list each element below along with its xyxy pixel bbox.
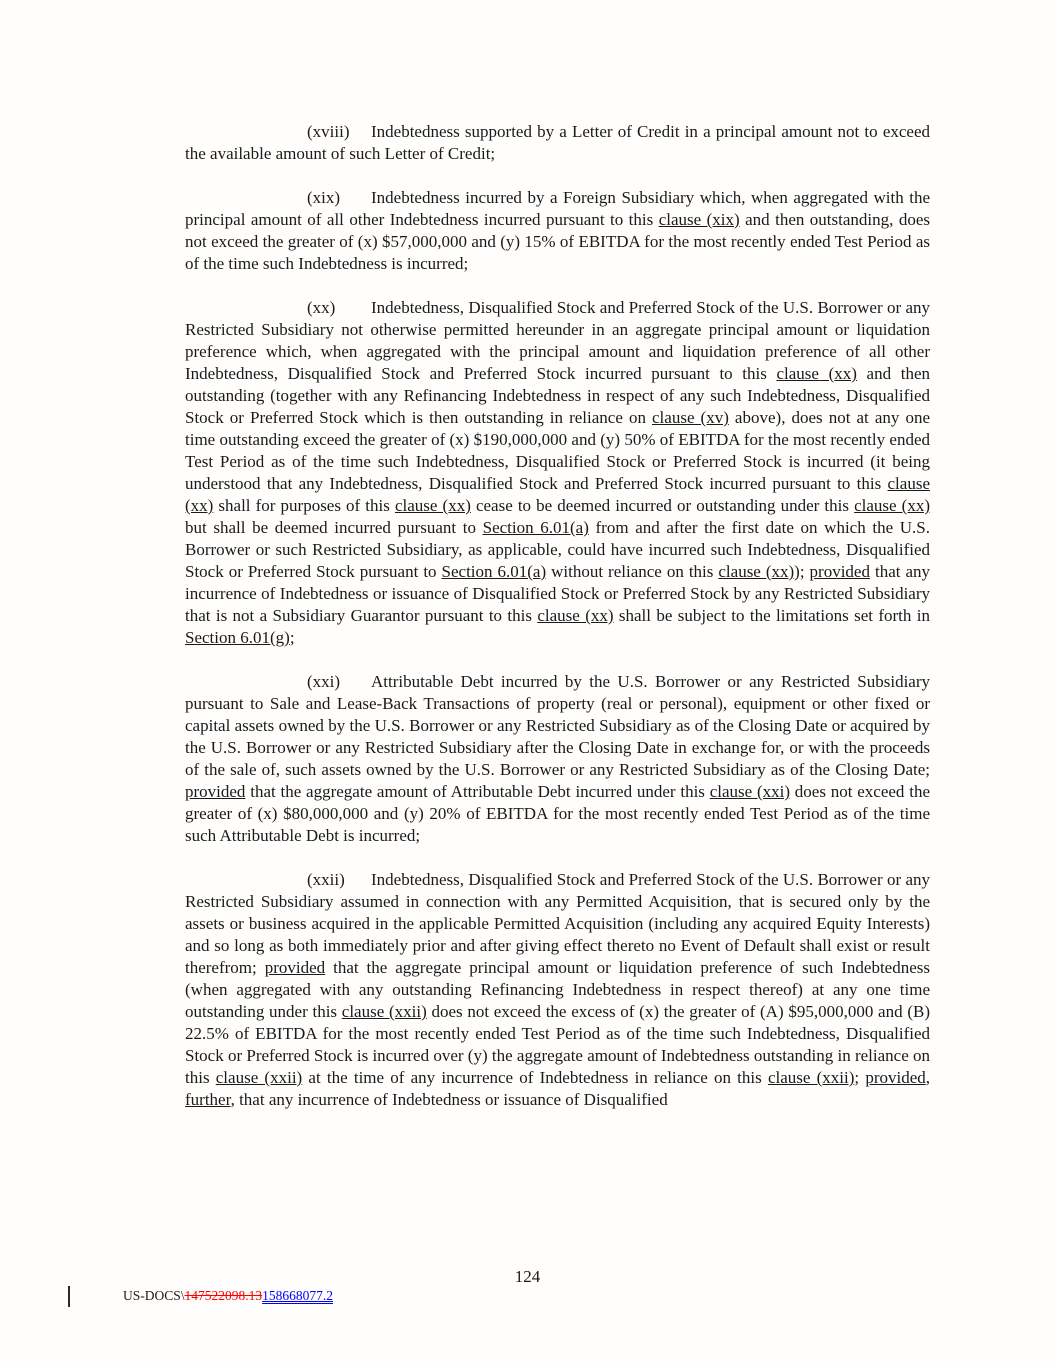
- underlined-reference: clause (xix): [658, 210, 740, 229]
- document-id-footer: [123, 1288, 333, 1304]
- clause-paragraph: [185, 121, 930, 165]
- clause-text: [185, 672, 930, 845]
- underlined-reference: clause (xx): [394, 496, 471, 515]
- text-run: Indebtedness incurred by a Foreign Subsidiary which, when aggregated with the principal amount of all other Indebtedness incurred pursuant to this: [185, 188, 930, 229]
- clause-number: (xxii): [307, 870, 345, 889]
- underlined-reference: provided: [185, 782, 246, 801]
- text-run: );: [794, 562, 810, 581]
- doc-id-deleted-revision: 147522098.13: [184, 1288, 263, 1303]
- underlined-reference: provided: [264, 958, 326, 977]
- clause-number: (xix): [307, 188, 341, 207]
- clauses-list: [185, 121, 930, 1111]
- underlined-reference: Section 6.01(a): [482, 518, 589, 537]
- underlined-reference: Section 6.01(g): [185, 628, 290, 647]
- text-run: that the aggregate principal amount or liquidation preference of such Indebtedness (when aggregated with any outstanding Refinancing Indebtedness in respect thereof) at any one time outstanding under this: [185, 958, 930, 1021]
- underlined-reference: clause (xx): [718, 562, 795, 581]
- underlined-reference: clause (xxii): [767, 1068, 855, 1087]
- clause-number: (xviii): [307, 122, 350, 141]
- text-run: Indebtedness supported by a Letter of Credit in a principal amount not to exceed the available amount of such Letter of Credit;: [185, 122, 930, 163]
- underlined-reference: clause (xxii): [341, 1002, 427, 1021]
- clause-text: [185, 298, 930, 647]
- clause-number: (xxi): [307, 672, 341, 691]
- clause-paragraph: [185, 297, 930, 649]
- doc-id-prefix: US-DOCS\: [123, 1288, 185, 1303]
- page-number: 124: [514, 1267, 541, 1286]
- text-run: shall for purposes of this: [213, 496, 395, 515]
- clause-text: [185, 122, 930, 163]
- text-run: Indebtedness, Disqualified Stock and Preferred Stock of the U.S. Borrower or any Restricted Subsidiary not otherwise permitted hereunder in an aggregate principal amount or liquidation preference which, when aggregated with the principal amount and liquidation preference of all other Indebtedness, Disqualified Stock and Preferred Stock incurred pursuant to this: [185, 298, 930, 383]
- underlined-reference: Section 6.01(a): [441, 562, 547, 581]
- clause-number: (xx): [307, 298, 336, 317]
- clause-text: [185, 188, 930, 273]
- document-body: [185, 121, 930, 1111]
- text-run: but shall be deemed incurred pursuant to: [185, 518, 483, 537]
- text-run: ;: [854, 1068, 866, 1087]
- text-run: that any incurrence of Indebtedness or issuance of Disqualified Stock or Preferred Stock by any Restricted Subsidiary that is not a Subsidiary Guarantor pursuant to this: [185, 562, 930, 625]
- text-run: ,: [925, 1068, 930, 1087]
- underlined-reference: provided: [865, 1068, 926, 1087]
- underlined-reference: provided: [809, 562, 870, 581]
- text-run: cease to be deemed incurred or outstanding under this: [470, 496, 855, 515]
- underlined-reference: clause (xx): [185, 474, 930, 515]
- text-run: and then outstanding (together with any Refinancing Indebtedness in respect of any such Indebtedness, Disqualified Stock or Preferred Stock which is then outstanding in reliance on: [185, 364, 930, 427]
- text-run: and then outstanding, does not exceed the greater of (x) $57,000,000 and (y) 15% of EBITDA for the most recently ended Test Period as of the time such Indebtedness is incurred;: [185, 210, 930, 273]
- text-run: without reliance on this: [546, 562, 719, 581]
- underlined-reference: clause (xxi): [709, 782, 791, 801]
- text-run: does not exceed the greater of (x) $80,000,000 and (y) 20% of EBITDA for the most recently ended Test Period as of the time such Attributable Debt is incurred;: [185, 782, 930, 845]
- text-run: above), does not at any one time outstanding exceed the greater of (x) $190,000,000 and (y) 50% of EBITDA for the most recently ended Test Period as of the time such Indebtedness, Disqualified Stock or Preferred Stock is incurred (it being understood that any Indebtedness, Disqualified Stock and Preferred Stock incurred pursuant to this: [185, 408, 930, 493]
- clause-paragraph: [185, 187, 930, 275]
- underlined-reference: clause (xxii): [215, 1068, 303, 1087]
- clause-paragraph: [185, 671, 930, 847]
- clause-text: [185, 870, 930, 1109]
- text-run: shall be subject to the limitations set forth in: [613, 606, 930, 625]
- text-run: from and after the first date on which the U.S. Borrower or such Restricted Subsidiary, as applicable, could have incurred such Indebtedness, Disqualified Stock or Preferred Stock pursuant to: [185, 518, 931, 581]
- change-bar: [68, 1286, 70, 1307]
- text-run: Attributable Debt incurred by the U.S. Borrower or any Restricted Subsidiary pursuant to Sale and Lease-Back Transactions of property (real or personal), equipment or other fixed or capital assets owned by the U.S. Borrower or any Restricted Subsidiary as of the Closing Date or acquired by the U.S. Borrower or any Restricted Subsidiary after the Closing Date in exchange for, or with the proceeds of the sale of, such assets owned by the U.S. Borrower or any Restricted Subsidiary as of the Closing Date;: [185, 672, 930, 779]
- underlined-reference: further: [185, 1090, 231, 1109]
- text-run: ;: [289, 628, 295, 647]
- underlined-reference: clause (xv): [652, 408, 729, 427]
- underlined-reference: clause (xx): [776, 364, 857, 383]
- underlined-reference: clause (xx): [537, 606, 614, 625]
- text-run: that the aggregate amount of Attributable Debt incurred under this: [245, 782, 710, 801]
- text-run: , that any incurrence of Indebtedness or issuance of Disqualified: [230, 1090, 668, 1109]
- doc-id-inserted-revision: 158668077.2: [262, 1288, 334, 1303]
- underlined-reference: clause (xx): [854, 496, 930, 515]
- text-run: does not exceed the excess of (x) the greater of (A) $95,000,000 and (B) 22.5% of EBITDA for the most recently ended Test Period as of the time such Indebtedness, Disqualified Stock or Preferred Stock is incurred over (y) the aggregate amount of Indebtedness outstanding in reliance on this: [185, 1002, 930, 1087]
- text-run: Indebtedness, Disqualified Stock and Preferred Stock of the U.S. Borrower or any Restricted Subsidiary assumed in connection with any Permitted Acquisition, that is secured only by the assets or business acquired in the applicable Permitted Acquisition (including any acquired Equity Interests) and so long as both immediately prior and after giving effect thereto no Event of Default shall exist or result therefrom;: [185, 870, 930, 977]
- text-run: at the time of any incurrence of Indebtedness in reliance on this: [302, 1068, 768, 1087]
- clause-paragraph: [185, 869, 930, 1111]
